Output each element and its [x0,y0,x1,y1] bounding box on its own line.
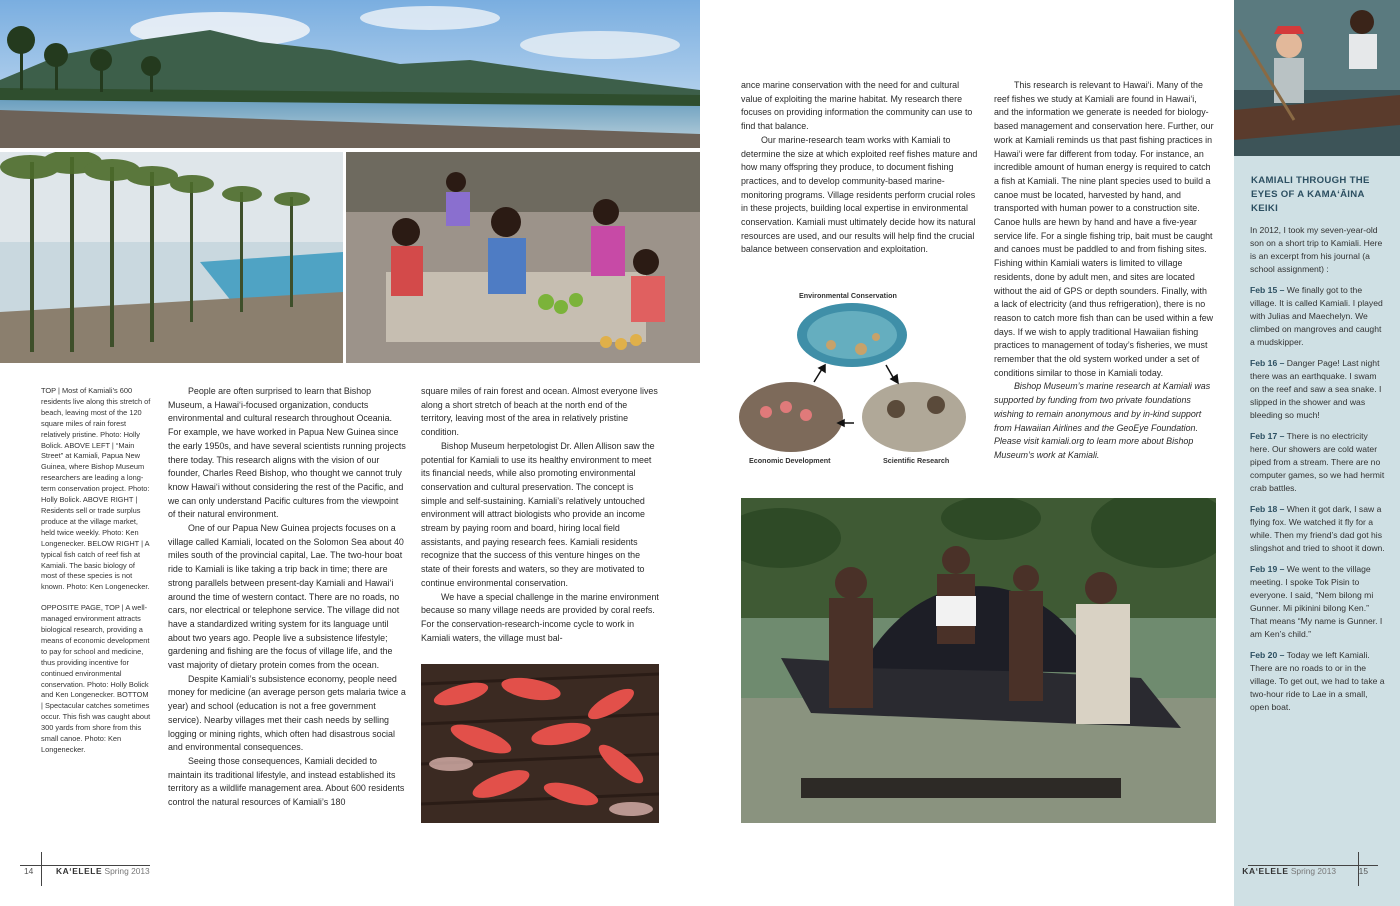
sidebar-intro: In 2012, I took my seven-year-old son on a short trip to Kamiali. Here is an excerpt from his journal (a school assignment) : [1250,225,1383,274]
caption-top: TOP | Most of Kamiali’s 600 residents live along this stretch of beach, leaving most of the 120 square miles of rain forest relatively pristine. Photo: Holly Bolick. ABOVE LEFT | “Main Street” at Kamiali, Papua New Guinea, where Bishop Museum researchers are leading a long-term conservation project. Photo: Holly Bolick. ABOVE RIGHT | Residents sell or trade surplus produce at the village market, held twice weekly. Photo: Ken Longenecker. BELOW RIGHT | A typical fish catch of reef fish at Kamiali. The basic biology of most of these species is not known. Photo: Ken Longenecker. [41,386,151,592]
beach-mountains-photo [0,0,700,148]
paragraph: Our marine-research team works with Kamiali to determine the size at which exploited reef fishes mature and how many offspring they produce, to document fishing practices, and to develop community-based marine-monitoring programs. Village residents perform crucial roles in these projects, building local expertise in environmental conservation. Kamiali must ultimately decide how its natural resources are used, and our results will help find the crucial balance between conservation and exploitation. [741,134,978,255]
journal-entry: Feb 15 – We finally got to the village. It is called Kamiali. I played with Julias and Maechelyn. We climbed on mangroves and caught a mudskipper. [1250,285,1383,347]
journal-entry: Feb 20 – Today we left Kamiali. There are no roads to or in the village. To get out, we had to take a two-hour ride to Lae in a small, open boat. [1250,650,1385,712]
caption-opposite: OPPOSITE PAGE, TOP | A well-managed environment attracts biological research, providing a means of economic development to pay for school and medicine, thus providing incentive for continued environmental conservation. Photo: Holly Bolick and Ken Longenecker. BOTTOM | Spectacular catches sometimes occur. This fish was caught about 300 yards from shore from this small canoe. Photo: Ken Longenecker. [41,603,151,754]
photo-captions [41,386,151,766]
paragraph: We have a special challenge in the marine environment because so many village needs are provided by coral reefs. For the conservation-research-income cycle to work in Kamiali waters, the village must bal- [421,591,659,643]
paragraph: Despite Kamiali’s subsistence economy, people need money for medicine (an average person gets malaria twice a year) and school (education is not a free government service). Nearby villages met their cash needs by selling logging or mining rights, which often had disastrous social and environmental consequences. [168,673,406,753]
footer-right [1242,866,1368,876]
issue-label: Spring 2013 [104,866,150,876]
paragraph: square miles of rain forest and ocean. Almost everyone lives along a short stretch of beach at the north end of the territory, leaving most of the area in relatively pristine condition. [421,386,658,438]
journal-entry: Feb 16 – Danger Page! Last night there was an earthquake. I swam on the reef and saw a sea snake. I slipped in the shower and was bleeding so much! [1250,358,1382,420]
page-number: 14 [24,866,34,876]
funding-note: Bishop Museum’s marine research at Kamiali was supported by funding from two private foundations wishing to remain anonymous and by in-kind support from Hawaiian Airlines and the GeoEye Foundation. Please visit kamiali.org to learn more about Bishop Museum’s work at Kamiali. [994,381,1211,460]
sidebar-body [1250,224,1388,722]
canoe-kids-photo [1234,0,1400,156]
paragraph: ance marine conservation with the need for and cultural value of exploiting the marine habitat. My research there focuses on providing information the community can use to find that balance. [741,80,973,132]
publication-name: KA‘ELELE [1242,866,1289,876]
journal-entry: Feb 18 – When it got dark, I saw a flying fox. We watched it fly for a while. Then my friend’s dad got his slingshot and tried to shoot it down. [1250,504,1385,553]
diagram-label-top: Environmental Conservation [799,291,897,300]
page-number: 15 [1358,866,1368,876]
article-column-1 [168,385,406,810]
conservation-cycle-diagram [736,287,968,472]
journal-sidebar [1234,0,1400,906]
publication-name: KA‘ELELE [55,866,103,876]
village-market-photo [346,152,700,363]
diagram-label-right: Scientific Research [883,456,950,465]
sailfish-catch-photo [741,498,1216,823]
paragraph: This research is relevant to Hawai‘i. Many of the reef fishes we study at Kamiali are found in Hawai‘i, and the information we generate is needed for biology-based management and conservation here. Further, our work at Kamiali reminds us that past fishing practices in Hawai‘i were far different from today. For instance, an incredible amount of human energy is required to catch a fish at Kamiali. The nine plant species used to build a canoe must be located, harvested by hand, and transported with human power to a construction site. Canoe hulls are hewn by hand and have a five-year service life. For a single fishing trip, bait must be caught and canoes must be paddled to and from fishing sites. Fishing within Kamiali waters is limited to village residents, done by adult men, and sites are located without the aid of GPS or depth sounders. Finally, with a lack of electricity (and thus refrigeration), there is no reason to catch more fish than can be used within a few days. If we wish to apply traditional Hawaiian fishing practices to management of today’s fisheries, we must remember that the old system worked under a set of conditions similar to those in Kamiali today. [994,80,1214,378]
paragraph: One of our Papua New Guinea projects focuses on a village called Kamiali, located on the Solomon Sea about 40 miles south of the provincial capital, Lae. The two-hour boat ride to Kamiali is like taking a trip back in time; there are strong parallels between present-day Kamiali and Hawai‘i around the time of western contact. There are no roads, no cars, nor electrical or telephone service. The village did not have a standardized writing system for its language until about two years ago. People live a subsistence lifestyle; gardening and fishing are the focus of village life, and the vast majority of dietary protein comes from the ocean. [168,523,404,671]
paragraph: Seeing those consequences, Kamiali decided to maintain its traditional lifestyle, and instead established its territory as a wildlife management area. About 600 residents control the natural resources of Kamiali’s 180 [168,755,405,808]
reef-fish-catch-photo [421,664,659,823]
sidebar-title: KAMIALI THROUGH THE EYES OF A KAMA‘ĀINA KEIKI [1251,175,1370,214]
journal-entry: Feb 19 – We went to the village meeting. I spoke Tok Pisin to everyone. I said, “Nem bilong mi Gunner. Mi pikinini bilong Ken.” That means “My name is Gunner. I am Ken’s child.” [1250,564,1383,639]
paragraph: Bishop Museum herpetologist Dr. Allen Allison saw the potential for Kamiali to use its healthy environment to meet its financial needs, while also promoting environmental conservation and cultural preservation. The concept is simple and self-sustaining. Kamiali’s relatively untouched environment will attract biologists who provide an income stream by paying room and board, hiring local field assistants, and paying research fees. Kamiali residents recognize that the success of this venture hinges on the state of their forests and waters, so they are motivated to continue environmental conservation. [421,440,655,588]
diagram-label-left: Economic Development [749,456,831,465]
article-column-2 [421,385,659,645]
journal-entry: Feb 17 – There is no electricity here. Our showers are cold water piped from a stream. There are no computer games, so we had hermit crab battles. [1250,431,1385,493]
footer-left [24,866,150,876]
article-column-3 [741,79,978,257]
issue-label: Spring 2013 [1290,866,1337,876]
paragraph: People are often surprised to learn that Bishop Museum, a Hawai‘i-focused organization, conducts environmental and cultural research throughout Oceania. For example, we have worked in Papua New Guinea since the early 1950s, and have several scientists running projects there today. This research aligns with the vision of our founder, Charles Reed Bishop, who thought we cannot truly know Hawai‘i without considering the rest of the Pacific, and we can only understand Pacific cultures from the viewpoint of their natural environment. [168,386,406,520]
palm-street-photo [0,152,343,363]
article-column-4 [994,79,1214,463]
